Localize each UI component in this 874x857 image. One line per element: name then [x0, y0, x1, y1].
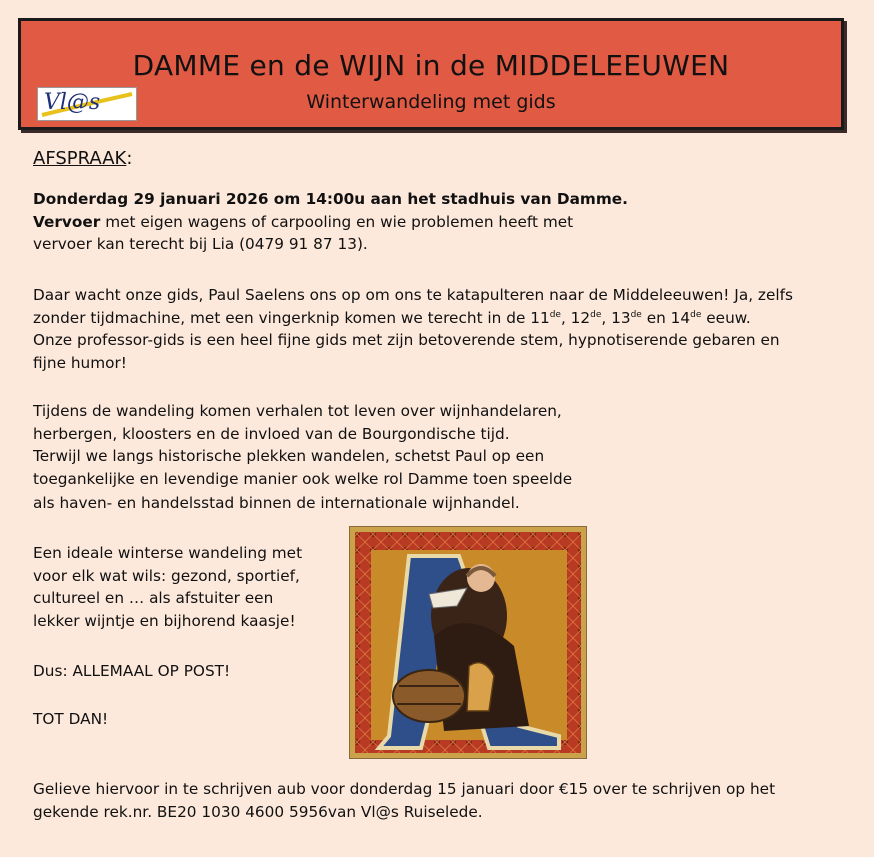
transport-text: met eigen wagens of carpooling en wie problemen heeft met — [100, 212, 574, 231]
walk-block — [33, 400, 572, 515]
intro-line-2-end: eeuw. — [701, 308, 751, 327]
medieval-monk-illustration — [349, 526, 587, 759]
call-to-action: Dus: ALLEMAAL OP POST! — [33, 662, 231, 680]
meeting-transport-line2: vervoer kan terecht bij Lia (0479 91 87 13). — [33, 235, 368, 253]
ideal-line-3: cultureel en … als afstuiter een — [33, 589, 274, 607]
transport-label: Vervoer — [33, 212, 101, 231]
ordinal-sup: de — [549, 309, 561, 320]
ordinal-sup: de — [630, 309, 642, 320]
intro-century-13: , 13 — [601, 308, 631, 327]
ordinal-sup: de — [690, 309, 702, 320]
ideal-block — [33, 542, 302, 632]
intro-line-1: Daar wacht onze gids, Paul Saelens ons op om ons te katapulteren naar de Middeleeuwen! Ja, zelfs — [33, 286, 793, 304]
walk-line-1: Tijdens de wandeling komen verhalen tot leven over wijnhandelaren, — [33, 402, 562, 420]
meeting-when-where: Donderdag 29 januari 2026 om 14:00u aan het stadhuis van Damme. — [33, 190, 628, 208]
afspraak-label: AFSPRAAK — [33, 148, 127, 169]
walk-line-2: herbergen, kloosters en de invloed van de Bourgondische tijd. — [33, 424, 510, 443]
heading-colon: : — [126, 148, 133, 169]
page-title: DAMME en de WIJN in de MIDDELEEUWEN — [132, 49, 730, 82]
registration-line-2: gekende rek.nr. BE20 1030 4600 5956van Vl@s Ruiselede. — [33, 802, 483, 821]
ordinal-sup: de — [590, 309, 602, 320]
meeting-block — [33, 188, 628, 256]
ideal-line-4: lekker wijntje en bijhorend kaasje! — [33, 611, 296, 630]
vlas-logo — [37, 87, 137, 121]
intro-line-2-text: zonder tijdmachine, met een vingerknip komen we terecht in de 11 — [33, 308, 550, 327]
intro-line-4: fijne humor! — [33, 353, 127, 372]
registration-block — [33, 778, 775, 823]
monk-drinking-wine-icon — [349, 526, 587, 759]
header-banner — [18, 18, 844, 130]
walk-line-3: Terwijl we langs historische plekken wandelen, schetst Paul op een — [33, 447, 545, 465]
intro-century-12: , 12 — [560, 308, 591, 327]
intro-line-3: Onze professor-gids is een heel fijne gids met zijn betoverende stem, hypnotiserende gebaren en — [33, 331, 780, 349]
walk-line-5: als haven- en handelsstad binnen de internationale wijnhandel. — [33, 494, 520, 512]
walk-line-4: toegankelijke en levendige manier ook welke rol Damme toen speelde — [33, 469, 573, 488]
page-subtitle: Winterwandeling met gids — [306, 91, 556, 113]
registration-line-1: Gelieve hiervoor in te schrijven aub voor donderdag 15 januari door €15 over te schrijven op het — [33, 780, 776, 798]
logo-text: Vl@s — [44, 90, 101, 115]
intro-century-14: en 14 — [641, 308, 691, 327]
meeting-transport — [33, 211, 628, 234]
ideal-line-2: voor elk wat wils: gezond, sportief, — [33, 566, 300, 585]
ideal-line-1: Een ideale winterse wandeling met — [33, 544, 303, 562]
closing-text: TOT DAN! — [33, 710, 109, 728]
intro-line-2 — [33, 307, 793, 330]
intro-block — [33, 284, 793, 374]
section-heading — [33, 148, 132, 169]
